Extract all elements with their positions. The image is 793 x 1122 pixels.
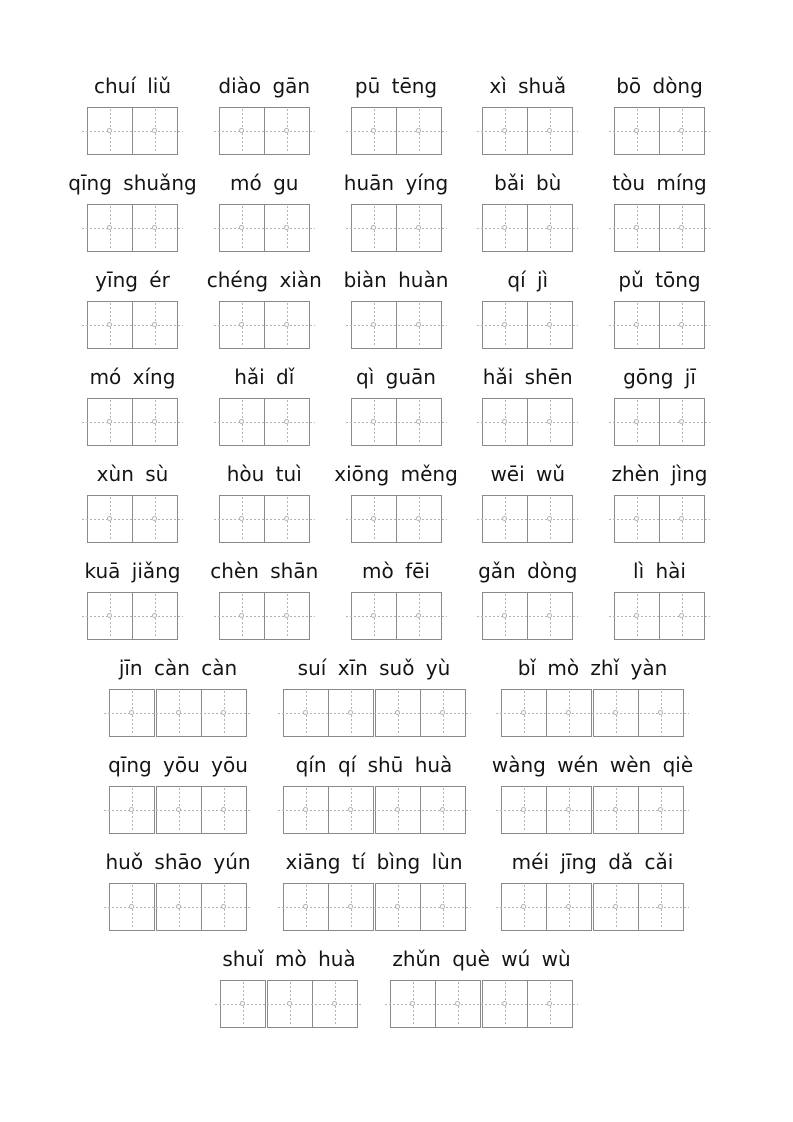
writing-grid-block xyxy=(501,786,592,834)
writing-grid-block xyxy=(351,398,442,446)
writing-grid-cell xyxy=(614,495,660,543)
word-group xyxy=(105,850,251,931)
writing-grid-cell xyxy=(219,107,265,155)
writing-grid-block xyxy=(482,398,573,446)
writing-grid-cell xyxy=(201,786,247,834)
writing-grid-cell xyxy=(156,689,202,737)
writing-grid-cell xyxy=(351,204,397,252)
word-group xyxy=(351,365,442,446)
writing-grid-cell xyxy=(351,398,397,446)
writing-grid-cell xyxy=(527,107,573,155)
writing-grid-block xyxy=(614,301,705,349)
writing-grid-cell xyxy=(201,883,247,931)
writing-grid-cell xyxy=(219,592,265,640)
writing-grid-cell xyxy=(396,301,442,349)
writing-grid-block xyxy=(614,495,705,543)
pinyin-label: bǎi bù xyxy=(494,171,562,195)
pinyin-label: bō dòng xyxy=(616,74,703,98)
writing-grid-cell xyxy=(501,786,547,834)
writing-grid-cell xyxy=(87,107,133,155)
pinyin-label: méi jīng dǎ cǎi xyxy=(511,850,674,874)
writing-grid-cell xyxy=(659,301,705,349)
pinyin-label: qín qí shū huà xyxy=(295,753,453,777)
writing-grid-cell xyxy=(351,495,397,543)
writing-grid-cell xyxy=(264,592,310,640)
writing-grid-cell xyxy=(501,883,547,931)
word-group xyxy=(84,559,181,640)
word-group xyxy=(68,171,197,252)
writing-grid-cell xyxy=(201,689,247,737)
pinyin-label: xùn sù xyxy=(96,462,169,486)
writing-grid-block xyxy=(109,689,155,737)
writing-grid-cell xyxy=(482,980,528,1028)
writing-grid-cell xyxy=(614,592,660,640)
writing-grid-cell xyxy=(87,204,133,252)
writing-grid-cell xyxy=(396,204,442,252)
writing-grid-block xyxy=(482,301,573,349)
writing-grid-block xyxy=(614,204,705,252)
word-group xyxy=(501,850,684,931)
word-group xyxy=(210,559,319,640)
writing-grid-cell xyxy=(264,107,310,155)
pinyin-label: qīng yōu yōu xyxy=(108,753,248,777)
pinyin-label: qí jì xyxy=(507,268,549,292)
writing-grid-cell xyxy=(614,301,660,349)
writing-grid-cell xyxy=(546,689,592,737)
writing-grid-block xyxy=(220,980,266,1028)
word-group xyxy=(611,462,708,543)
writing-grid-block xyxy=(593,883,684,931)
writing-grid-cell xyxy=(396,107,442,155)
writing-grid-block xyxy=(593,689,684,737)
writing-grid-block xyxy=(390,980,481,1028)
writing-grid-cell xyxy=(420,689,466,737)
pinyin-label: yīng ér xyxy=(95,268,170,292)
writing-grid-cell xyxy=(420,883,466,931)
pinyin-label: gǎn dòng xyxy=(478,559,578,583)
writing-grid-cell xyxy=(351,592,397,640)
writing-grid-cell xyxy=(396,398,442,446)
writing-grid-cell xyxy=(420,786,466,834)
writing-grid-cell xyxy=(264,204,310,252)
word-group xyxy=(478,559,578,640)
pinyin-label: xiāng tí bìng lùn xyxy=(285,850,463,874)
writing-grid-block xyxy=(156,689,247,737)
writing-grid-block xyxy=(109,883,155,931)
writing-grid-cell xyxy=(638,786,684,834)
writing-grid-cell xyxy=(219,398,265,446)
writing-grid-cell xyxy=(482,495,528,543)
writing-grid-block xyxy=(156,883,247,931)
writing-grid-cell xyxy=(659,495,705,543)
writing-grid-cell xyxy=(659,592,705,640)
writing-grid-block xyxy=(87,107,178,155)
writing-grid-cell xyxy=(132,107,178,155)
writing-grid-block xyxy=(482,980,573,1028)
writing-grid-block xyxy=(501,883,592,931)
word-group xyxy=(482,74,573,155)
word-group xyxy=(219,171,310,252)
pinyin-label: zhǔn què wú wù xyxy=(392,947,571,971)
pinyin-label: qì guān xyxy=(356,365,436,389)
writing-grid-cell xyxy=(614,107,660,155)
writing-grid-cell xyxy=(527,398,573,446)
writing-grid-cell xyxy=(328,689,374,737)
pinyin-label: mó gu xyxy=(230,171,299,195)
pinyin-label: mò fēi xyxy=(362,559,430,583)
word-group xyxy=(283,850,466,931)
writing-grid-cell xyxy=(264,301,310,349)
pinyin-label: pū tēng xyxy=(354,74,438,98)
writing-grid-cell xyxy=(390,980,436,1028)
word-group xyxy=(482,268,573,349)
word-group xyxy=(614,74,705,155)
pinyin-label: shuǐ mò huà xyxy=(222,947,356,971)
writing-grid-cell xyxy=(132,592,178,640)
word-group xyxy=(334,462,458,543)
writing-grid-block xyxy=(482,495,573,543)
writing-grid-block xyxy=(219,204,310,252)
writing-grid-cell xyxy=(527,980,573,1028)
word-group xyxy=(491,753,694,834)
writing-grid-cell xyxy=(482,204,528,252)
writing-grid-cell xyxy=(659,398,705,446)
word-group xyxy=(283,656,466,737)
pinyin-label: xiōng měng xyxy=(334,462,458,486)
writing-grid-cell xyxy=(351,107,397,155)
worksheet-row xyxy=(0,656,793,737)
writing-grid-block xyxy=(375,786,466,834)
writing-grid-cell xyxy=(264,495,310,543)
writing-grid-block xyxy=(482,592,573,640)
word-group xyxy=(87,74,178,155)
worksheet-row xyxy=(0,462,793,543)
word-group xyxy=(482,365,573,446)
pinyin-label: kuā jiǎng xyxy=(84,559,181,583)
writing-grid-cell xyxy=(482,301,528,349)
pinyin-label: huān yíng xyxy=(343,171,449,195)
word-group xyxy=(108,753,248,834)
writing-grid-cell xyxy=(527,592,573,640)
word-group xyxy=(219,365,310,446)
pinyin-label: xì shuǎ xyxy=(489,74,567,98)
writing-grid-cell xyxy=(328,883,374,931)
pinyin-label: mó xíng xyxy=(89,365,176,389)
worksheet-row xyxy=(0,268,793,349)
writing-grid-cell xyxy=(132,301,178,349)
writing-grid-cell xyxy=(375,786,421,834)
writing-grid-cell xyxy=(132,495,178,543)
writing-grid-cell xyxy=(593,883,639,931)
writing-grid-block xyxy=(375,883,466,931)
writing-grid-block xyxy=(593,786,684,834)
pinyin-label: huǒ shāo yún xyxy=(105,850,251,874)
pinyin-label: bǐ mò zhǐ yàn xyxy=(517,656,668,680)
writing-grid-block xyxy=(375,689,466,737)
worksheet-row xyxy=(0,171,793,252)
pinyin-label: wēi wǔ xyxy=(490,462,566,486)
word-group xyxy=(218,74,311,155)
word-group xyxy=(87,365,178,446)
writing-grid-cell xyxy=(527,301,573,349)
writing-grid-cell xyxy=(132,398,178,446)
writing-grid-cell xyxy=(283,786,329,834)
writing-grid-cell xyxy=(375,689,421,737)
pinyin-label: diào gān xyxy=(218,74,311,98)
pinyin-label: chuí liǔ xyxy=(93,74,172,98)
pinyin-label: qīng shuǎng xyxy=(68,171,197,195)
writing-grid-block xyxy=(351,301,442,349)
writing-grid-cell xyxy=(396,592,442,640)
writing-grid-block xyxy=(614,398,705,446)
writing-grid-block xyxy=(351,495,442,543)
word-group xyxy=(351,559,442,640)
writing-grid-cell xyxy=(109,883,155,931)
worksheet-row xyxy=(0,947,793,1028)
writing-grid-block xyxy=(156,786,247,834)
writing-grid-block xyxy=(219,592,310,640)
writing-grid-cell xyxy=(659,204,705,252)
word-group xyxy=(109,656,247,737)
writing-grid-block xyxy=(283,786,374,834)
word-group xyxy=(612,171,707,252)
word-group xyxy=(614,559,705,640)
writing-grid-cell xyxy=(546,786,592,834)
word-group xyxy=(482,171,573,252)
writing-grid-cell xyxy=(220,980,266,1028)
writing-grid-block xyxy=(283,883,374,931)
writing-grid-cell xyxy=(659,107,705,155)
writing-grid-block xyxy=(87,592,178,640)
writing-grid-block xyxy=(87,398,178,446)
writing-grid-cell xyxy=(156,786,202,834)
pinyin-label: hòu tuì xyxy=(226,462,302,486)
writing-grid-cell xyxy=(219,495,265,543)
word-group xyxy=(501,656,684,737)
writing-grid-cell xyxy=(328,786,374,834)
word-group xyxy=(482,462,573,543)
writing-grid-block xyxy=(267,980,358,1028)
writing-grid-cell xyxy=(109,786,155,834)
writing-grid-block xyxy=(501,689,592,737)
writing-grid-cell xyxy=(527,495,573,543)
writing-grid-cell xyxy=(482,107,528,155)
writing-grid-cell xyxy=(482,592,528,640)
writing-grid-cell xyxy=(87,495,133,543)
writing-grid-cell xyxy=(482,398,528,446)
writing-grid-cell xyxy=(435,980,481,1028)
writing-grid-cell xyxy=(87,592,133,640)
pinyin-label: hǎi dǐ xyxy=(234,365,295,389)
pinyin-label: wàng wén wèn qiè xyxy=(491,753,694,777)
pinyin-label: pǔ tōng xyxy=(618,268,701,292)
word-group xyxy=(351,74,442,155)
word-group xyxy=(206,268,322,349)
writing-grid-block xyxy=(614,592,705,640)
writing-grid-block xyxy=(87,301,178,349)
writing-grid-cell xyxy=(264,398,310,446)
pinyin-label: lì hài xyxy=(633,559,686,583)
pinyin-label: chéng xiàn xyxy=(206,268,322,292)
writing-grid-block xyxy=(219,495,310,543)
pinyin-label: gōng jī xyxy=(623,365,696,389)
word-group xyxy=(343,171,449,252)
pinyin-label: jīn càn càn xyxy=(118,656,238,680)
writing-grid-block xyxy=(87,495,178,543)
worksheet-row xyxy=(0,753,793,834)
writing-grid-block xyxy=(219,107,310,155)
word-group xyxy=(219,462,310,543)
writing-grid-block xyxy=(219,398,310,446)
writing-grid-cell xyxy=(396,495,442,543)
writing-grid-cell xyxy=(267,980,313,1028)
pinyin-label: zhèn jìng xyxy=(611,462,708,486)
word-group xyxy=(614,365,705,446)
writing-grid-block xyxy=(351,592,442,640)
writing-grid-block xyxy=(482,107,573,155)
writing-grid-cell xyxy=(614,204,660,252)
pinyin-label: chèn shān xyxy=(210,559,319,583)
pinyin-label: hǎi shēn xyxy=(482,365,573,389)
pinyin-label: suí xīn suǒ yù xyxy=(297,656,451,680)
writing-grid-cell xyxy=(501,689,547,737)
word-group xyxy=(283,753,466,834)
writing-grid-cell xyxy=(109,689,155,737)
worksheet-row xyxy=(0,365,793,446)
word-group xyxy=(614,268,705,349)
writing-grid-cell xyxy=(638,689,684,737)
writing-grid-cell xyxy=(546,883,592,931)
writing-grid-cell xyxy=(283,883,329,931)
pinyin-label: biàn huàn xyxy=(343,268,449,292)
writing-grid-block xyxy=(351,204,442,252)
writing-grid-block xyxy=(109,786,155,834)
writing-grid-cell xyxy=(527,204,573,252)
pinyin-label: tòu míng xyxy=(612,171,707,195)
writing-grid-cell xyxy=(593,689,639,737)
writing-grid-block xyxy=(351,107,442,155)
writing-grid-cell xyxy=(312,980,358,1028)
writing-grid-block xyxy=(87,204,178,252)
worksheet-row xyxy=(0,850,793,931)
writing-grid-cell xyxy=(283,689,329,737)
word-group xyxy=(220,947,358,1028)
writing-grid-cell xyxy=(638,883,684,931)
word-group xyxy=(87,268,178,349)
word-group xyxy=(390,947,573,1028)
writing-grid-block xyxy=(614,107,705,155)
writing-grid-block xyxy=(219,301,310,349)
writing-grid-cell xyxy=(87,398,133,446)
worksheet-row xyxy=(0,559,793,640)
writing-grid-block xyxy=(283,689,374,737)
writing-grid-cell xyxy=(219,301,265,349)
worksheet-row xyxy=(0,74,793,155)
word-group xyxy=(343,268,449,349)
writing-grid-cell xyxy=(351,301,397,349)
writing-grid-block xyxy=(482,204,573,252)
writing-grid-cell xyxy=(87,301,133,349)
writing-grid-cell xyxy=(219,204,265,252)
writing-grid-cell xyxy=(375,883,421,931)
writing-grid-cell xyxy=(614,398,660,446)
writing-grid-cell xyxy=(156,883,202,931)
writing-grid-cell xyxy=(593,786,639,834)
writing-grid-cell xyxy=(132,204,178,252)
word-group xyxy=(87,462,178,543)
